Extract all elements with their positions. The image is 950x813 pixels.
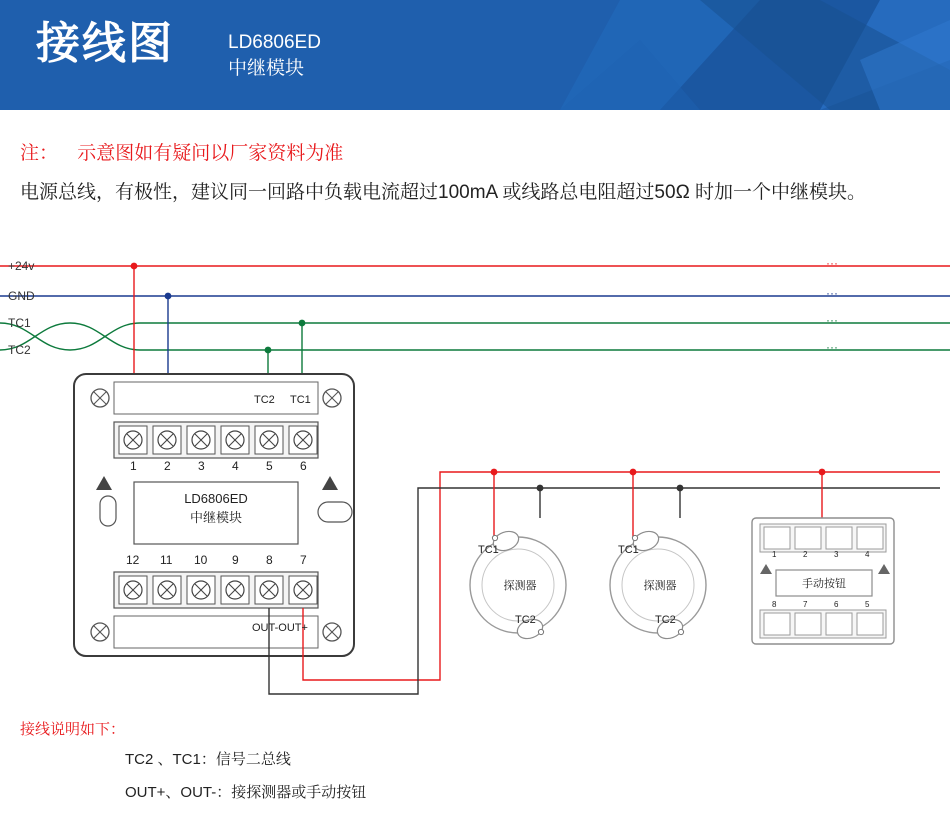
- button-bottom-number-8: 8: [772, 600, 777, 609]
- detector-1-name: 探测器: [503, 580, 537, 592]
- junction-dot-24v: [131, 263, 138, 270]
- wiring-diagram: [0, 250, 950, 710]
- page-title: 接线图: [36, 19, 174, 68]
- junction-red-detector-1: [491, 469, 498, 476]
- junction-black-detector-2: [677, 485, 684, 492]
- device-type-label: 中继模块: [228, 58, 305, 79]
- diagram-svg: [0, 250, 950, 710]
- note-body: 电源总线，有极性，建议同一回路中负载电流超过100mA 或线路总电阻超过50Ω 时加一个中继模块。: [20, 182, 867, 203]
- footer-line-1: TC2 、TC1：信号二总线: [125, 751, 291, 768]
- bus-continuation-tc2: ···: [826, 340, 838, 354]
- top-terminal-number-5: 5: [266, 459, 273, 473]
- bus-label-gnd: GND: [8, 289, 35, 303]
- manual-button-name: 手动按钮: [802, 578, 846, 590]
- junction-red-detector-2: [630, 469, 637, 476]
- button-top-number-3: 3: [834, 550, 839, 559]
- model-label: LD6806ED: [228, 32, 321, 53]
- bottom-terminal-number-9: 9: [232, 553, 239, 567]
- bus-continuation-tc1: ···: [826, 313, 838, 327]
- junction-dot-gnd: [165, 293, 172, 300]
- button-top-number-1: 1: [772, 550, 777, 559]
- top-terminal-number-4: 4: [232, 459, 239, 473]
- bottom-terminal-number-8: 8: [266, 553, 273, 567]
- bus-line-tc1: [0, 323, 950, 350]
- right-slot: [318, 502, 352, 522]
- module-name-line1: LD6806ED: [184, 491, 248, 506]
- button-bottom-number-6: 6: [834, 600, 839, 609]
- top-terminal-number-6: 6: [300, 459, 307, 473]
- note-row: [20, 138, 343, 165]
- left-slot: [100, 496, 116, 526]
- button-bottom-number-7: 7: [803, 600, 808, 609]
- footer-line-2: OUT+、OUT-：接探测器或手动按钮: [125, 784, 367, 801]
- detector-1-tc2-label: TC2: [515, 614, 536, 626]
- module-top-label-tc1: TC1: [290, 394, 311, 406]
- bottom-terminal-number-10: 10: [194, 553, 208, 567]
- module-top-label-tc2: TC2: [254, 394, 275, 406]
- top-terminal-number-2: 2: [164, 459, 171, 473]
- bottom-terminal-number-7: 7: [300, 553, 307, 567]
- header-banner: [0, 0, 950, 110]
- bus-label-tc1: TC1: [8, 316, 31, 330]
- detector-2-tc1-label: TC1: [618, 544, 639, 556]
- button-top-number-4: 4: [865, 550, 870, 559]
- junction-black-detector-1: [537, 485, 544, 492]
- module-bottom-label-out: OUT-OUT+: [252, 622, 308, 634]
- bus-continuation-24v: ···: [826, 256, 838, 270]
- junction-dot-tc1: [299, 320, 306, 327]
- module-name-line2: 中继模块: [189, 510, 242, 525]
- bus-continuation-gnd: ···: [826, 286, 838, 300]
- detector-2-tc2-label: TC2: [655, 614, 676, 626]
- bus-label-24v: +24v: [8, 259, 35, 273]
- junction-dot-tc2: [265, 347, 272, 354]
- header-subtitle-block: [228, 30, 321, 82]
- button-top-number-2: 2: [803, 550, 808, 559]
- bottom-terminal-number-12: 12: [126, 553, 140, 567]
- top-terminal-number-3: 3: [198, 459, 205, 473]
- note-label: 注：: [20, 143, 59, 164]
- junction-red-button: [819, 469, 826, 476]
- footer-title: 接线说明如下：: [20, 721, 126, 738]
- bus-label-tc2: TC2: [8, 343, 31, 357]
- bus-line-tc2: [0, 323, 950, 350]
- detector-1-tc1-label: TC1: [478, 544, 499, 556]
- top-terminal-number-1: 1: [130, 459, 137, 473]
- button-bottom-number-5: 5: [865, 600, 870, 609]
- bottom-terminal-number-11: 11: [160, 553, 173, 567]
- detector-2-name: 探测器: [643, 580, 677, 592]
- note-warning: 示意图如有疑问以厂家资料为准: [77, 143, 344, 164]
